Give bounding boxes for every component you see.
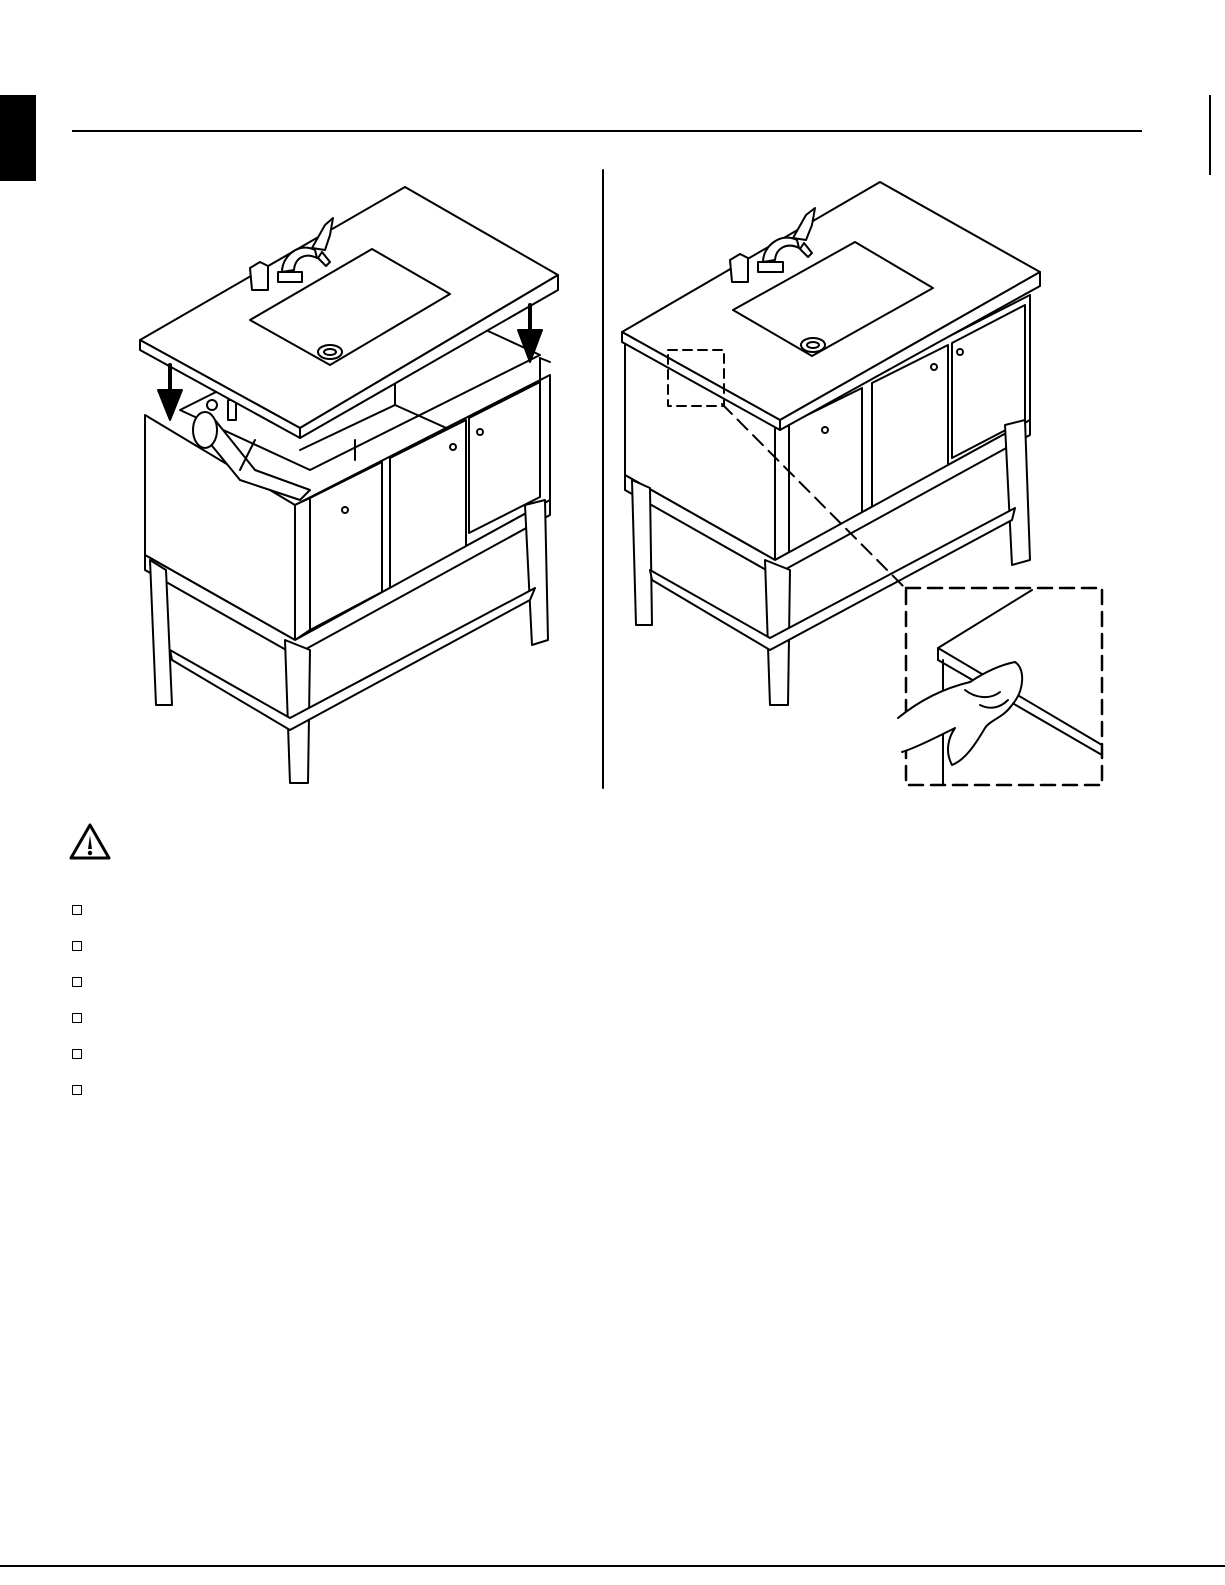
checklist: [72, 892, 1072, 1108]
checkbox[interactable]: [72, 905, 82, 915]
checkbox[interactable]: [72, 1013, 82, 1023]
checklist-item: [72, 1000, 1072, 1036]
checklist-item: [72, 1072, 1072, 1108]
checkbox[interactable]: [72, 1085, 82, 1095]
checkbox[interactable]: [72, 941, 82, 951]
checklist-item: [72, 1036, 1072, 1072]
figure-install-top: [140, 187, 558, 783]
footer-rule: [0, 1565, 1225, 1567]
checklist-item: [72, 964, 1072, 1000]
checkbox[interactable]: [72, 977, 82, 987]
checklist-item: [72, 928, 1072, 964]
figure-wipe-joint: [622, 182, 1102, 785]
checkbox[interactable]: [72, 1049, 82, 1059]
checklist-item: [72, 892, 1072, 928]
warning-triangle-icon: [68, 822, 112, 862]
